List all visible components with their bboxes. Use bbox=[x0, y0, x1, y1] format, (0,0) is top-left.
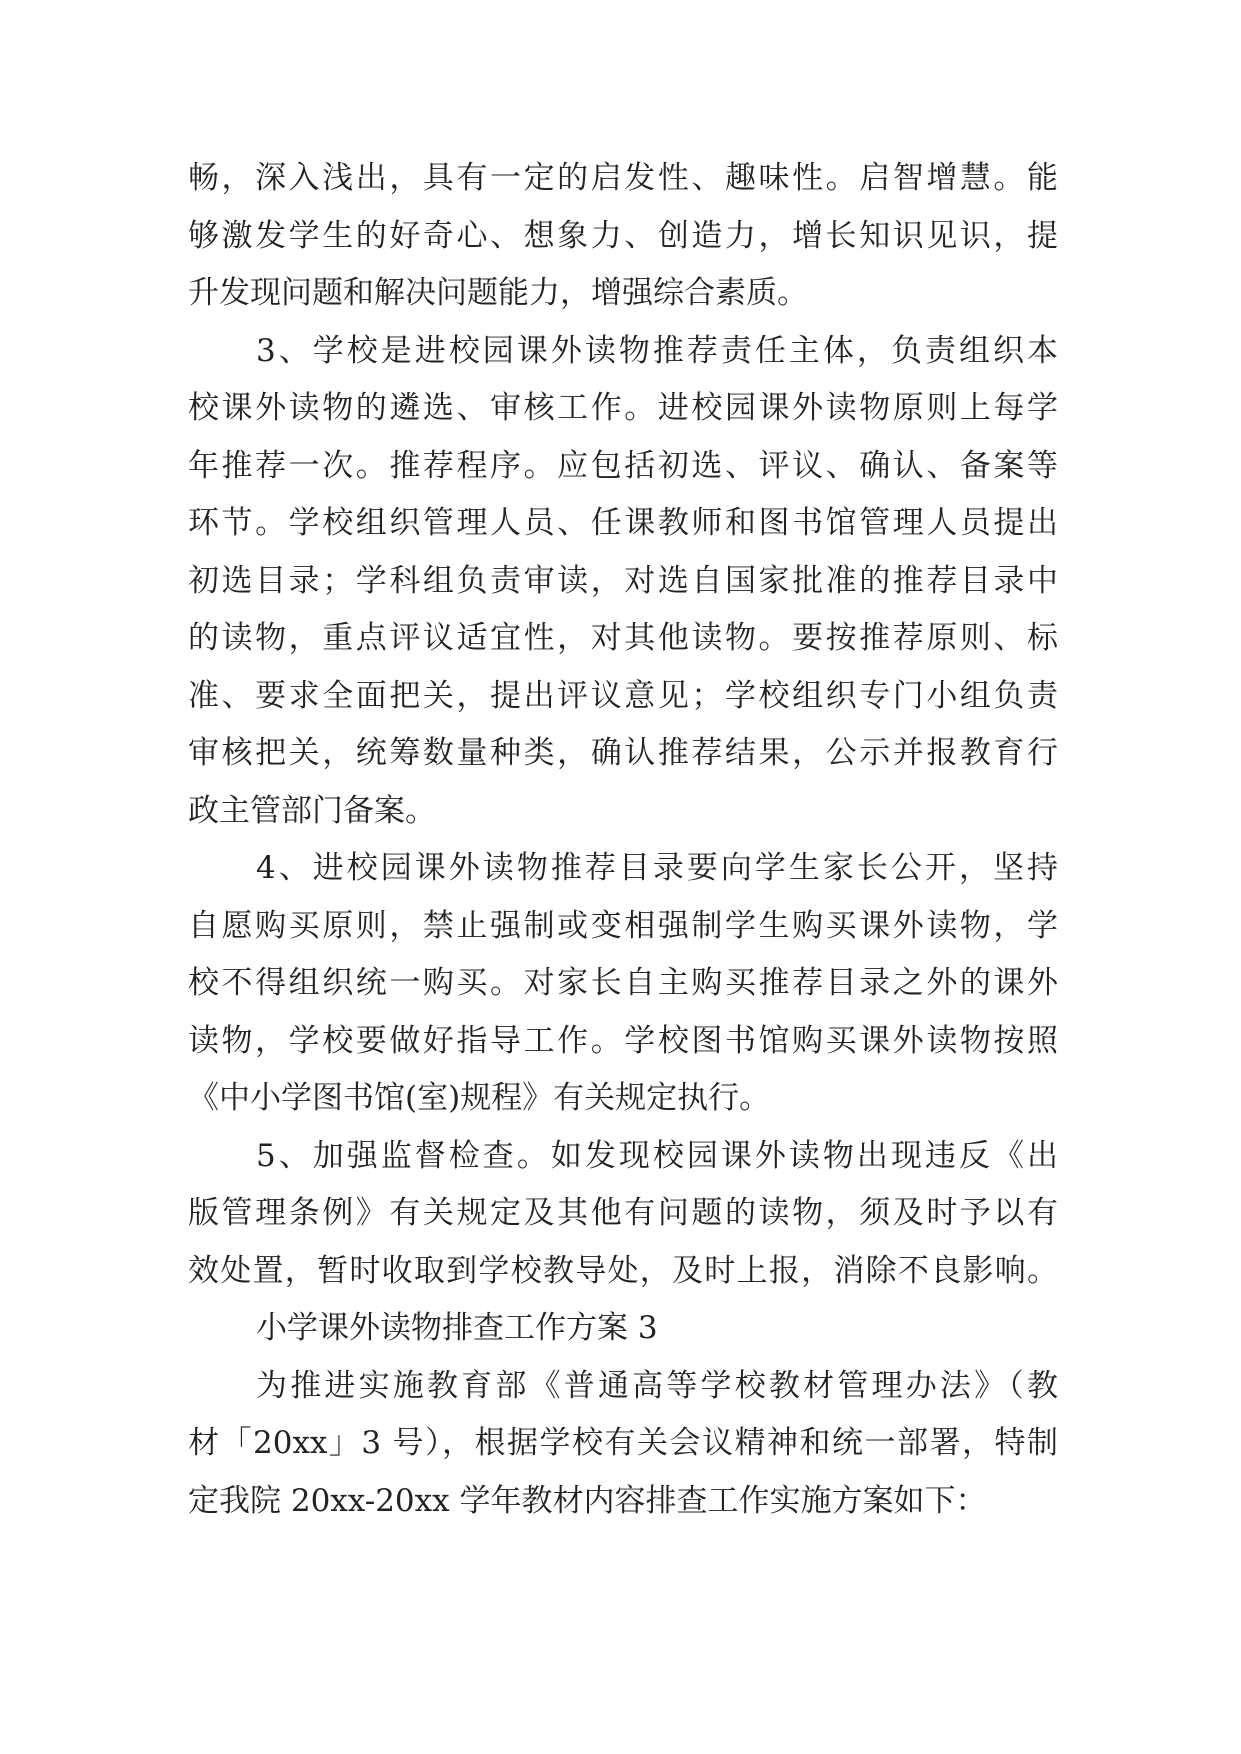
paragraph-line: 准、要求全面把关，提出评议意见；学校组织专门小组负责 bbox=[188, 677, 1058, 714]
paragraph-line: 够激发学生的好奇心、想象力、创造力，增长知识见识，提 bbox=[188, 217, 1058, 254]
paragraph-line: 3、学校是进校园课外读物推荐责任主体，负责组织本 bbox=[256, 332, 1058, 369]
document-page bbox=[188, 150, 1058, 1530]
section-heading: 小学课外读物排查工作方案 3 bbox=[256, 1310, 658, 1346]
paragraph-line: 自愿购买原则，禁止强制或变相强制学生购买课外读物，学 bbox=[188, 907, 1058, 944]
paragraph-line: 材「20xx」3 号），根据学校有关会议精神和统一部署，特制 bbox=[188, 1425, 1058, 1461]
paragraph-line: 版管理条例》有关规定及其他有问题的读物，须及时予以有 bbox=[188, 1195, 1058, 1231]
paragraph-line: 政主管部门备案。 bbox=[188, 792, 436, 829]
paragraph-line: 《中小学图书馆(室)规程》有关规定执行。 bbox=[188, 1080, 771, 1116]
paragraph-line: 初选目录；学科组负责审读，对选自国家批准的推荐目录中 bbox=[188, 562, 1058, 599]
paragraph-line: 年推荐一次。推荐程序。应包括初选、评议、确认、备案等 bbox=[188, 447, 1058, 484]
paragraph-line: 4、进校园课外读物推荐目录要向学生家长公开，坚持 bbox=[256, 850, 1058, 886]
paragraph-line: 的读物，重点评议适宜性，对其他读物。要按推荐原则、标 bbox=[188, 620, 1058, 656]
paragraph-line: 定我院 20xx-20xx 学年教材内容排查工作实施方案如下： bbox=[188, 1482, 987, 1519]
paragraph-line: 升发现问题和解决问题能力，增强综合素质。 bbox=[188, 275, 808, 311]
paragraph-line: 畅，深入浅出，具有一定的启发性、趣味性。启智增慧。能 bbox=[188, 160, 1058, 196]
paragraph-line: 环节。学校组织管理人员、任课教师和图书馆管理人员提出 bbox=[188, 505, 1058, 541]
paragraph-line: 校课外读物的遴选、审核工作。进校园课外读物原则上每学 bbox=[188, 390, 1058, 426]
paragraph-line: 5、加强监督检查。如发现校园课外读物出现违反《出 bbox=[256, 1137, 1058, 1174]
paragraph-line: 审核把关，统筹数量种类，确认推荐结果，公示并报教育行 bbox=[188, 735, 1058, 771]
paragraph-line: 校不得组织统一购买。对家长自主购买推荐目录之外的课外 bbox=[188, 965, 1058, 1001]
paragraph-line: 为推进实施教育部《普通高等学校教材管理办法》（教 bbox=[256, 1367, 1058, 1404]
paragraph-line: 读物，学校要做好指导工作。学校图书馆购买课外读物按照 bbox=[188, 1022, 1058, 1059]
paragraph-line: 效处置，暂时收取到学校教导处，及时上报，消除不良影响。 bbox=[188, 1252, 1058, 1289]
